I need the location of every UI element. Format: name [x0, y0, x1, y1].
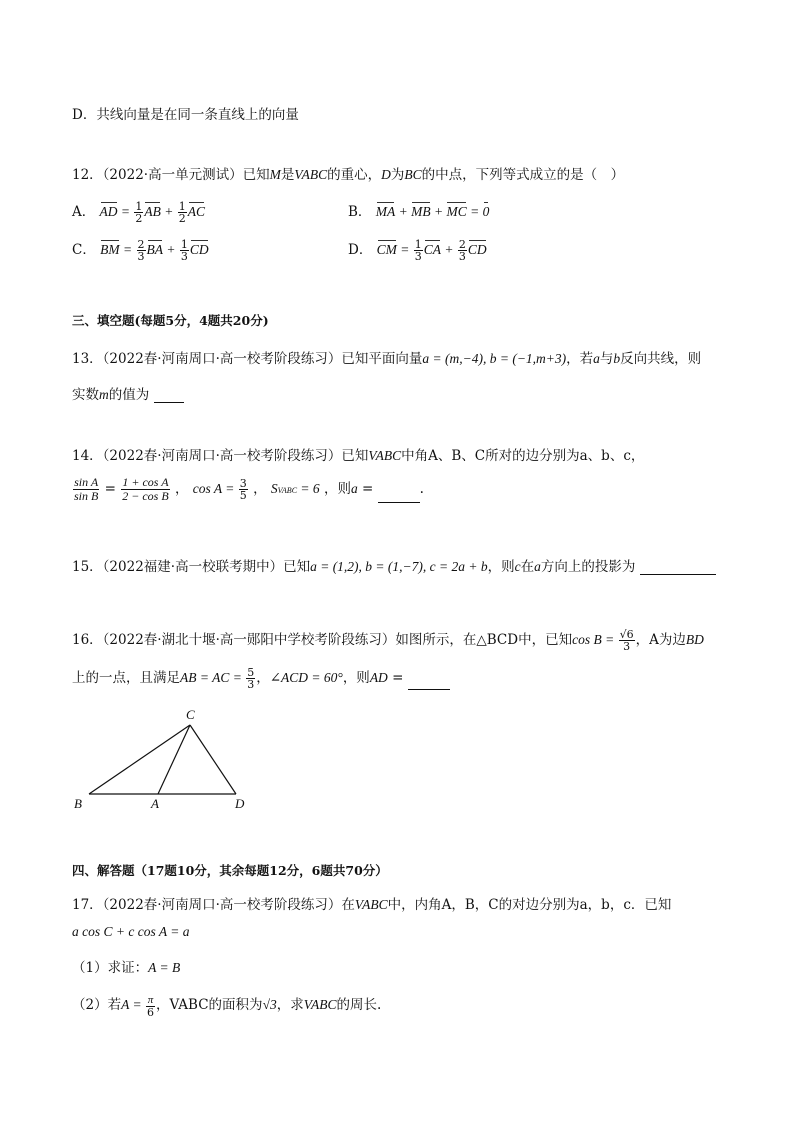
q17-condition: a cos C + c cos A = a [72, 924, 190, 939]
q13-line2: 实数m的值为 [72, 383, 184, 403]
q15-line: 15．（2022福建·高一校联考期中）已知a = (1,2), b = (1,−7), c = 2a + b，则c在a方向上的投影为 [72, 555, 716, 575]
q16-line1: 16．（2022春·湖北十堰·高一郧阳中学校考阶段练习）如图所示，在△BCD中，已知cos B = $\frac{√6}{3}$ ，A为边BD [72, 628, 704, 653]
q16-triangle-figure [70, 702, 260, 814]
q17-part1: （1）求证：A = B [72, 960, 181, 976]
label-a: A [151, 796, 159, 811]
q16-answer-blank[interactable] [408, 675, 450, 690]
q16-line2: 上的一点，且满足AB = AC = $\frac{5}{3}$ ，∠ACD = 60°，则AD = [72, 666, 450, 690]
q17-line1: 17．（2022春·河南周口·高一校考阶段练习）在VABC中，内角A，B，C的对边分别为a，b，c．已知 [72, 897, 672, 913]
segment-cd [190, 725, 236, 794]
q13-line1: 13．（2022春·河南周口·高一校考阶段练习）已知平面向量a = (m,−4), b = (−1,m+3)，若a与b反向共线，则 [72, 351, 702, 367]
q14-answer-blank[interactable] [378, 488, 420, 503]
label-d: D [235, 796, 245, 811]
q14-line1: 14．（2022春·河南周口·高一校考阶段练习）已知VABC中角A、B、C所对的边分别为a、b、c， [72, 448, 645, 464]
section4-title: 四、解答题（17题10分，其余每题12分，6题共70分） [72, 863, 388, 878]
q11-option-d: D．共线向量是在同一条直线上的向量 [72, 107, 299, 123]
q17-part2: （2）若A = $\frac{\pi}{6}$ ，VABC的面积为√3，求VABC的周长. [72, 993, 382, 1019]
q12-option-a: A． AD = $\frac{1}{2}$ AB + $\frac{1}{2}$ AC [72, 200, 206, 225]
q13-answer-blank[interactable] [154, 388, 184, 403]
section3-title: 三、填空题(每题5分，4题共20分) [72, 313, 269, 328]
segment-bc [89, 725, 190, 794]
label-b: B [74, 796, 82, 811]
q14-line2: $\frac{\text{sin A}}{\text{sin B}}$ = $\frac{\text{1 + cos A}}{\text{2 − cos B}}$ ， cos A = $\frac{3}{5}$ ， SVABC = 6 ，则a = . [74, 475, 424, 503]
q12-stem: 12．（2022·高一单元测试）已知M是VABC的重心，D为BC的中点，下列等式成立的是（ ） [72, 167, 625, 183]
q12-option-c: C． BM = $\frac{2}{3}$ BA + $\frac{1}{3}$ CD [72, 238, 209, 263]
q15-answer-blank[interactable] [640, 560, 716, 575]
label-c: C [186, 707, 195, 722]
q12-option-d: D． CM = $\frac{1}{3}$ CA + $\frac{2}{3}$ CD [348, 238, 487, 263]
q12-option-b: B． MA + MB + MC = 0 [348, 204, 490, 220]
